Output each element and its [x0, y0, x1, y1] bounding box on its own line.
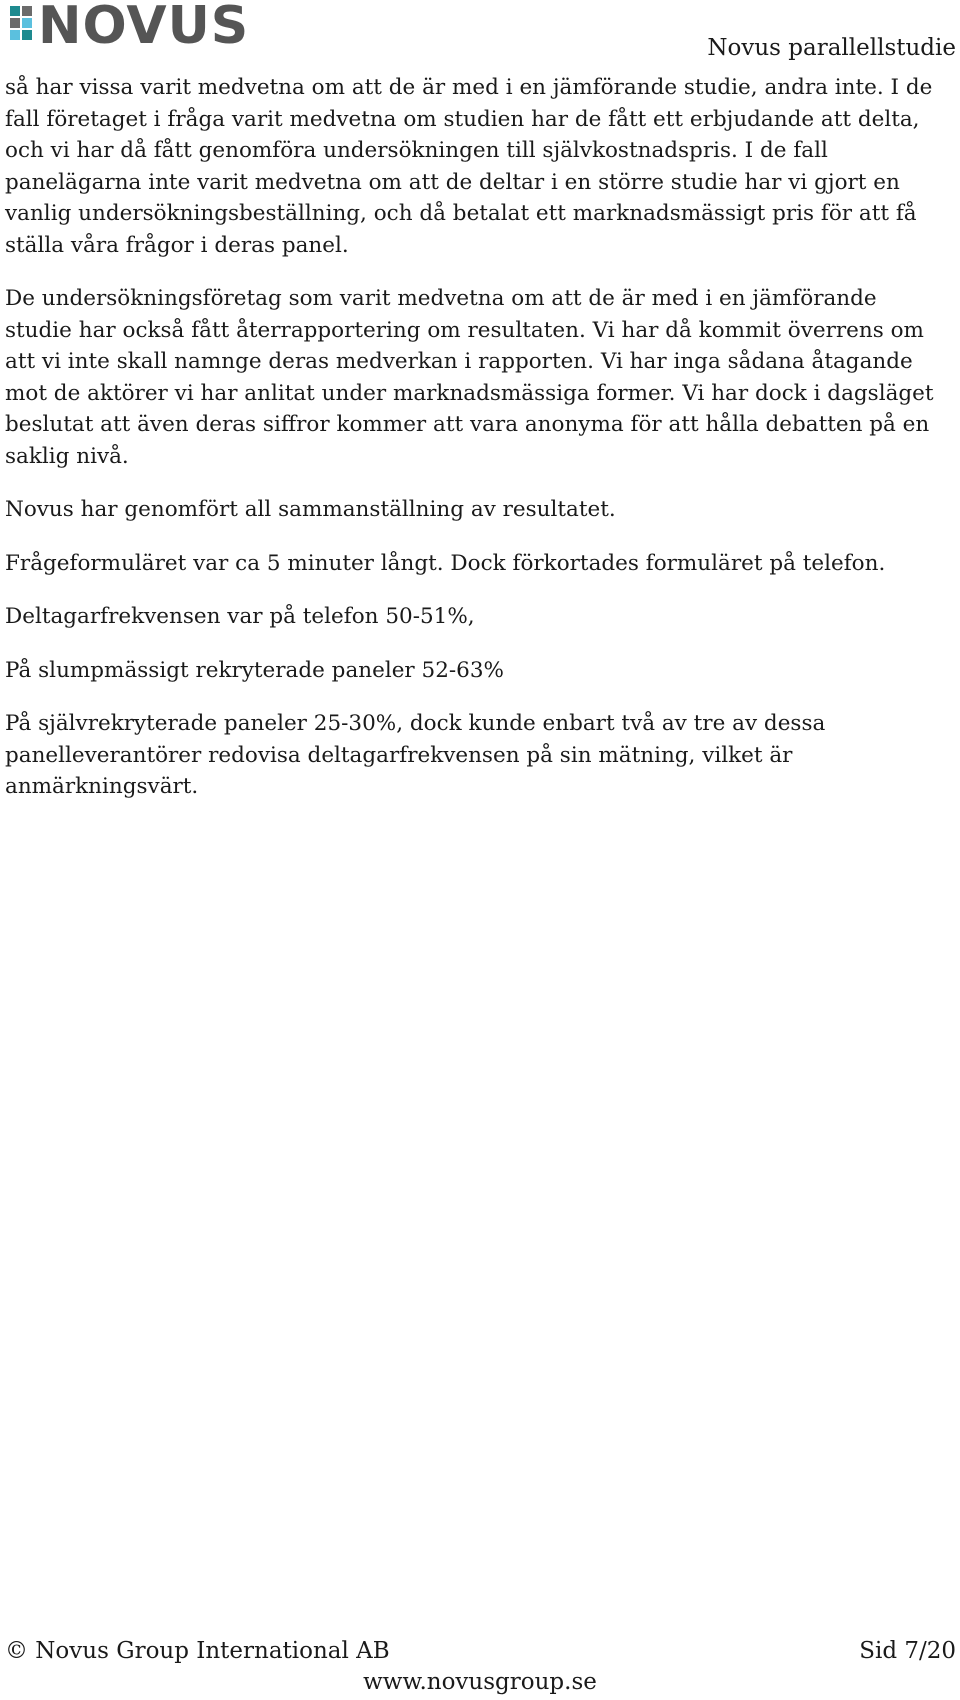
novus-logo-graphic — [10, 4, 280, 48]
footer-copyright: © Novus Group International AB — [5, 1638, 390, 1664]
paragraph: De undersökningsföretag som varit medvetna om att de är med i en jämförande studie har också fått återrapportering om resultaten. Vi har då kommit överrens om att vi inte skall namnge deras medverkan i rapporten. Vi har inga sådana åtagande mot de aktörer vi har anlitat under marknadsmässiga former. Vi har dock i dagsläget beslutat att även deras siffror kommer att vara anonyma för att hålla debatten på en saklig nivå. — [5, 286, 934, 469]
footer-page-number: Sid 7/20 — [859, 1638, 956, 1664]
footer-website: www.novusgroup.se — [363, 1669, 597, 1695]
paragraph: så har vissa varit medvetna om att de är med i en jämförande studie, andra inte. I de fall företaget i fråga varit medvetna om studien har de fått ett erbjudande att delta, och vi har då fått genomföra undersökningen till självkostnadspris. I de fall panelägarna inte varit medvetna om att de deltar i en större studie har vi gjort en vanlig undersökningsbeställning, och då betalat ett marknadsmässigt pris för att få ställa våra frågor i deras panel. — [5, 75, 933, 258]
paragraph: Novus har genomfört all sammanställning av resultatet. — [5, 497, 616, 522]
logo-square-teal-2 — [22, 30, 32, 40]
logo-wordmark: NOVUS — [38, 4, 250, 48]
logo-square-gray — [22, 6, 32, 16]
logo-square-lightblue — [22, 18, 32, 28]
logo-square-gray-2 — [10, 18, 20, 28]
logo-square-lightblue-2 — [10, 30, 20, 40]
paragraph: På slumpmässigt rekryterade paneler 52-63% — [5, 657, 504, 683]
document-title: Novus parallellstudie — [707, 35, 956, 61]
logo-square-teal — [10, 6, 20, 16]
paragraph: Deltagarfrekvensen var på telefon 50-51%, — [5, 604, 475, 629]
novus-logo — [10, 4, 280, 48]
paragraph: Frågeformuläret var ca 5 minuter långt. Dock förkortades formuläret på telefon. — [5, 550, 886, 576]
document-body — [5, 72, 950, 825]
paragraph: På självrekryterade paneler 25-30%, dock kunde enbart två av tre av dessa panelleverantörer redovisa deltagarfrekvensen på sin mätning, vilket är anmärkningsvärt. — [5, 711, 826, 799]
